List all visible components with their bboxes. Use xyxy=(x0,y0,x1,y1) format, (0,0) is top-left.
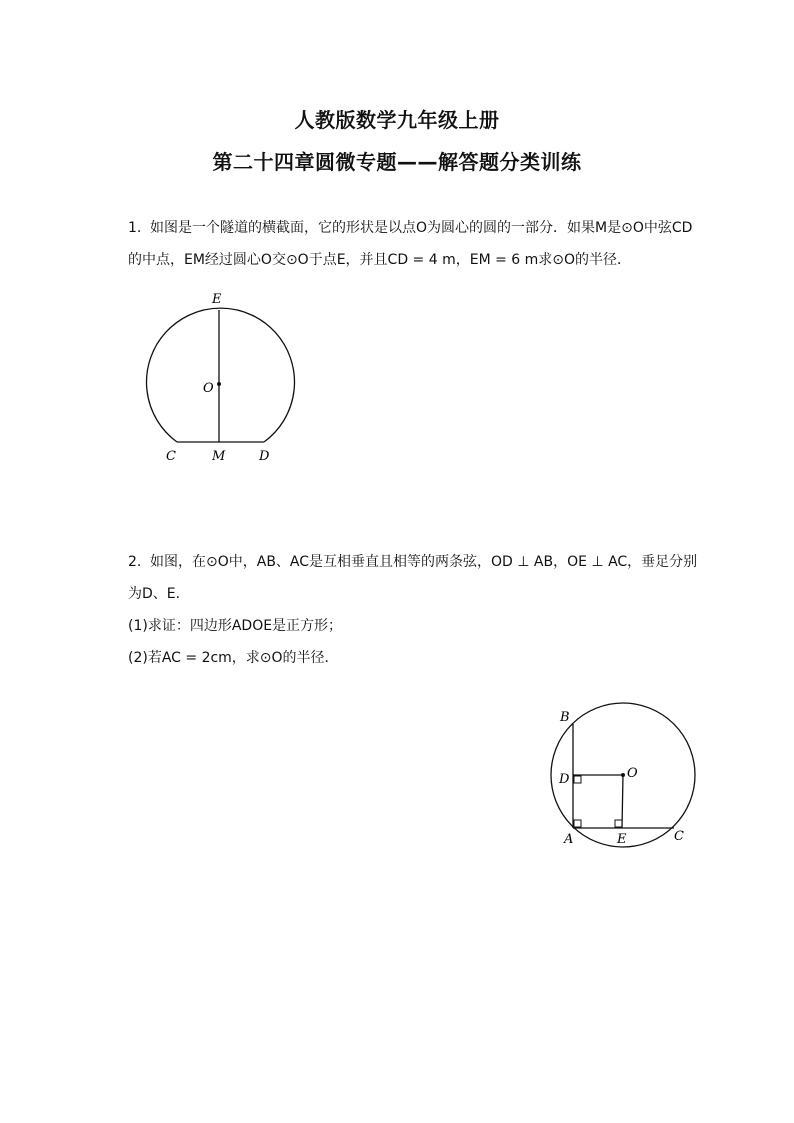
q2-right-angle-E xyxy=(615,820,622,827)
q2-label-C: C xyxy=(674,829,684,844)
q1-line1 xyxy=(128,217,692,237)
q1-label-C: C xyxy=(166,449,176,464)
q1-label-O: O xyxy=(203,381,214,396)
q1-label-D: D xyxy=(259,449,270,464)
q2-label-B: B xyxy=(560,710,570,725)
q1-center-point xyxy=(217,382,221,386)
q2-part1: (1)求证：四边形ADOE是正方形； xyxy=(128,618,343,634)
q2-right-angle-D xyxy=(574,776,581,783)
q2-label-E: E xyxy=(617,832,627,847)
q1-text-line1: 如图是一个隧道的横截面，它的形状是以点O为圆心的圆的一部分．如果M是⊙O中弦CD xyxy=(150,220,693,236)
page-subtitle: 第二十四章圆微专题——解答题分类训练 xyxy=(212,150,582,174)
q2-number: 2. xyxy=(128,554,142,570)
q2-part2: (2)若AC = 2cm，求⊙O的半径． xyxy=(128,650,339,666)
q2-text-line1: 如图，在⊙O中，AB、AC是互相垂直且相等的两条弦，OD ⊥ AB，OE ⊥ AC，垂足分别 xyxy=(150,554,698,570)
q1-label-E: E xyxy=(212,292,222,307)
q2-right-angle-A xyxy=(574,820,581,827)
q2-center-point xyxy=(621,773,625,777)
q2-label-O: O xyxy=(627,766,638,781)
q2-line2: 为D、E． xyxy=(128,586,190,602)
q2-line1 xyxy=(128,551,697,571)
q2-segment-OE xyxy=(622,775,623,828)
q1-number: 1. xyxy=(128,220,142,236)
q2-circle xyxy=(551,703,695,847)
q1-label-M: M xyxy=(212,449,226,464)
q1-line2: 的中点，EM经过圆心O交⊙O于点E，并且CD = 4 m，EM = 6 m求⊙O的半径． xyxy=(128,252,632,268)
q2-label-A: A xyxy=(564,832,574,847)
q1-tunnel-arc xyxy=(147,308,295,442)
page-title: 人教版数学九年级上册 xyxy=(294,108,500,132)
q2-label-D: D xyxy=(559,772,570,787)
